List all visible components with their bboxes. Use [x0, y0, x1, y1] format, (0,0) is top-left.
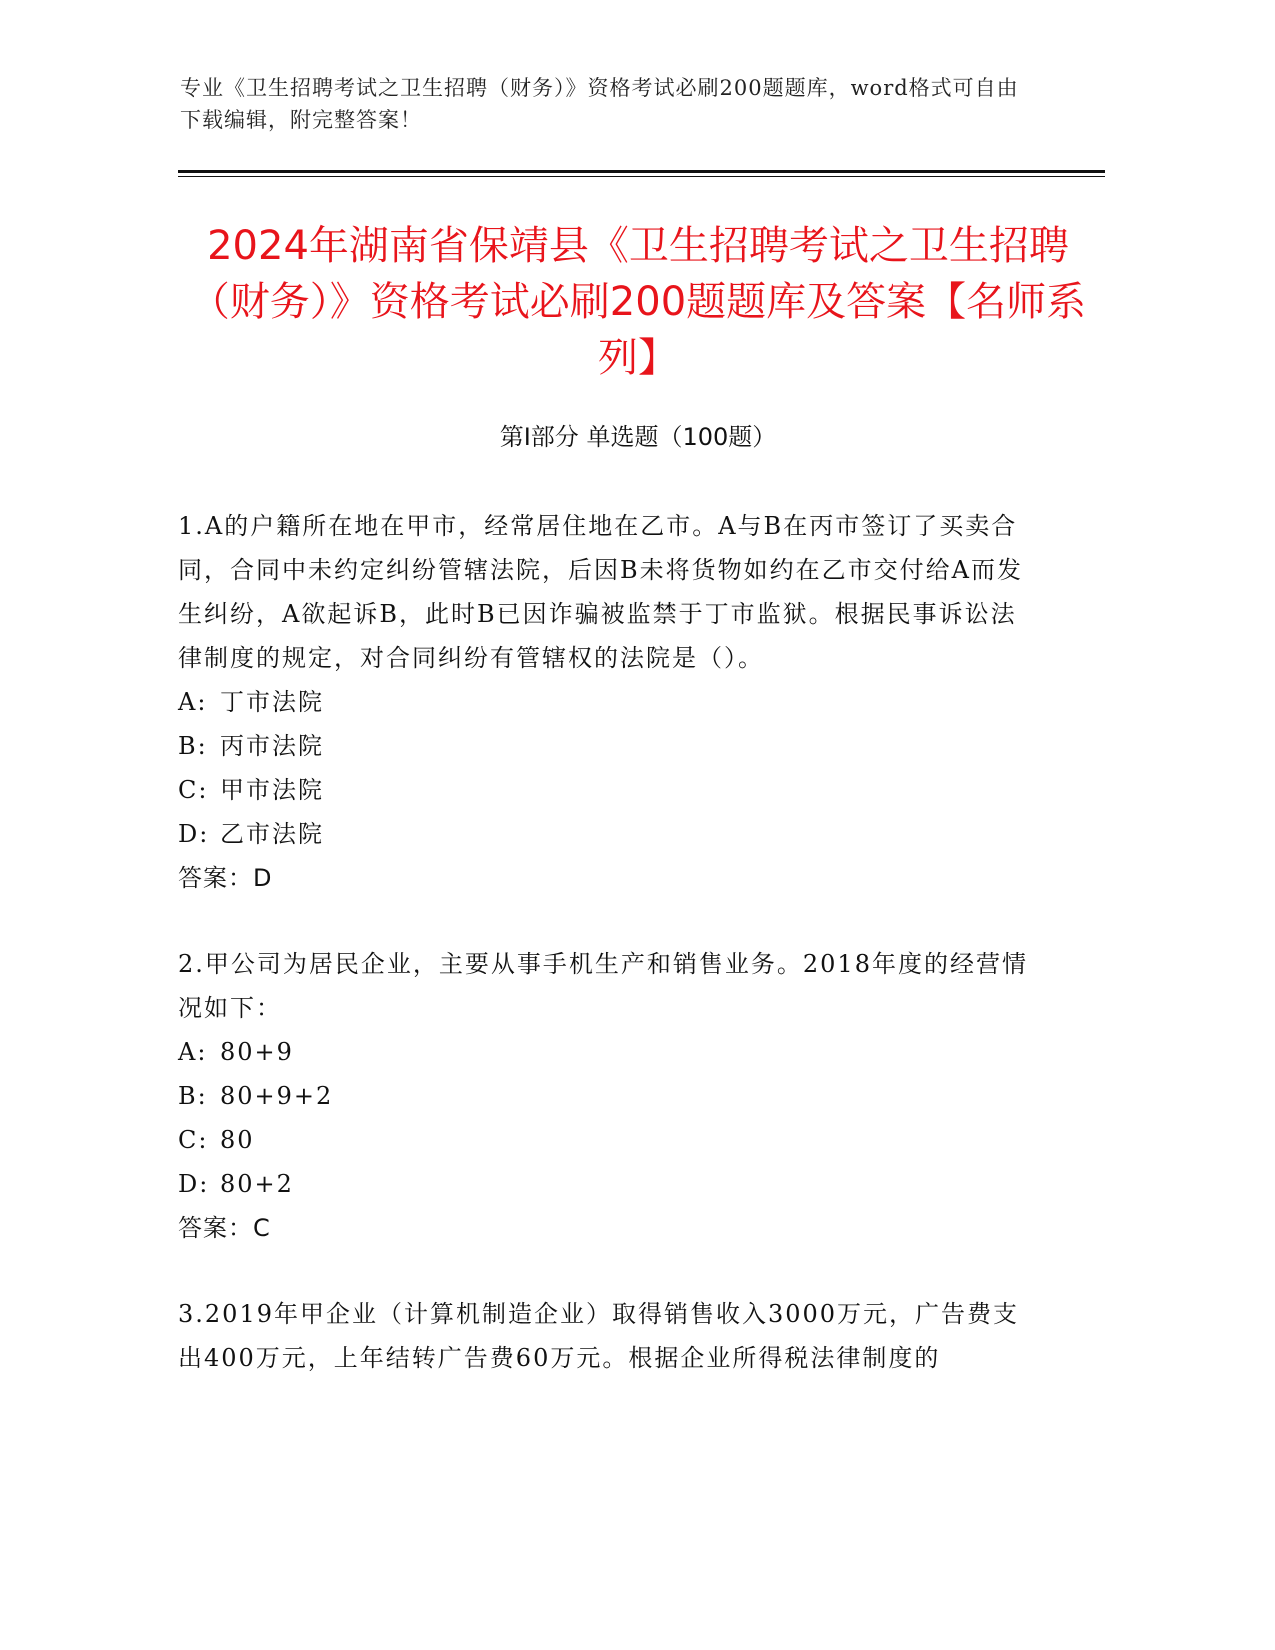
question-3 [178, 1292, 1038, 1380]
header-divider-thick [178, 170, 1105, 173]
header-note: 专业《卫生招聘考试之卫生招聘（财务）》资格考试必刷200题题库，word格式可自由下载编辑，附完整答案！ [180, 76, 1019, 132]
option-text: 丁市法院 [220, 688, 324, 716]
question-2 [178, 942, 1038, 1250]
answer-value: D [253, 864, 273, 892]
question-stem: 3.2019年甲企业（计算机制造企业）取得销售收入3000万元，广告费支出400万元，上年结转广告费60万元。根据企业所得税法律制度的 [178, 1300, 1020, 1372]
answer-label: 答案： [178, 864, 253, 892]
option-c [178, 1118, 1038, 1162]
option-a [178, 1030, 1038, 1074]
question-stem: 1.A的户籍所在地在甲市，经常居住地在乙市。A与B在丙市签订了买卖合同，合同中未约定纠纷管辖法院，后因B未将货物如约在乙市交付给A而发生纠纷，A欲起诉B，此时B已因诈骗被监禁于丁市监狱。根据民事诉讼法律制度的规定，对合同纠纷有管辖权的法院是（）。 [178, 512, 1023, 672]
option-d [178, 1162, 1038, 1206]
question-1 [178, 504, 1038, 900]
option-c [178, 768, 1038, 812]
section-heading: 第I部分 单选题（100题） [499, 423, 777, 451]
answer-label: 答案： [178, 1214, 253, 1242]
answer-line [178, 856, 1038, 900]
question-stem: 2.甲公司为居民企业，主要从事手机生产和销售业务。2018年度的经营情况如下： [178, 950, 1028, 1022]
option-letter: D: [178, 1170, 210, 1198]
option-text: 丙市法院 [220, 732, 324, 760]
option-letter: B: [178, 732, 208, 760]
question-list [178, 504, 1038, 1422]
option-text: 80+2 [220, 1170, 294, 1198]
option-letter: C: [178, 776, 209, 804]
option-letter: C: [178, 1126, 209, 1154]
option-text: 乙市法院 [220, 820, 324, 848]
option-letter: B: [178, 1082, 208, 1110]
option-letter: D: [178, 820, 210, 848]
option-text: 80+9+2 [220, 1082, 334, 1110]
option-text: 80+9 [220, 1038, 294, 1066]
option-text: 80 [220, 1126, 255, 1154]
option-b [178, 724, 1038, 768]
option-d [178, 812, 1038, 856]
option-text: 甲市法院 [220, 776, 324, 804]
option-b [178, 1074, 1038, 1118]
header-divider-thin [178, 176, 1105, 177]
answer-value: C [253, 1214, 271, 1242]
document-title: 2024年湖南省保靖县《卫生招聘考试之卫生招聘（财务）》资格考试必刷200题题库及答案【名师系列】 [189, 223, 1087, 381]
option-letter: A: [178, 688, 208, 716]
option-a [178, 680, 1038, 724]
option-letter: A: [178, 1038, 208, 1066]
answer-line [178, 1206, 1038, 1250]
